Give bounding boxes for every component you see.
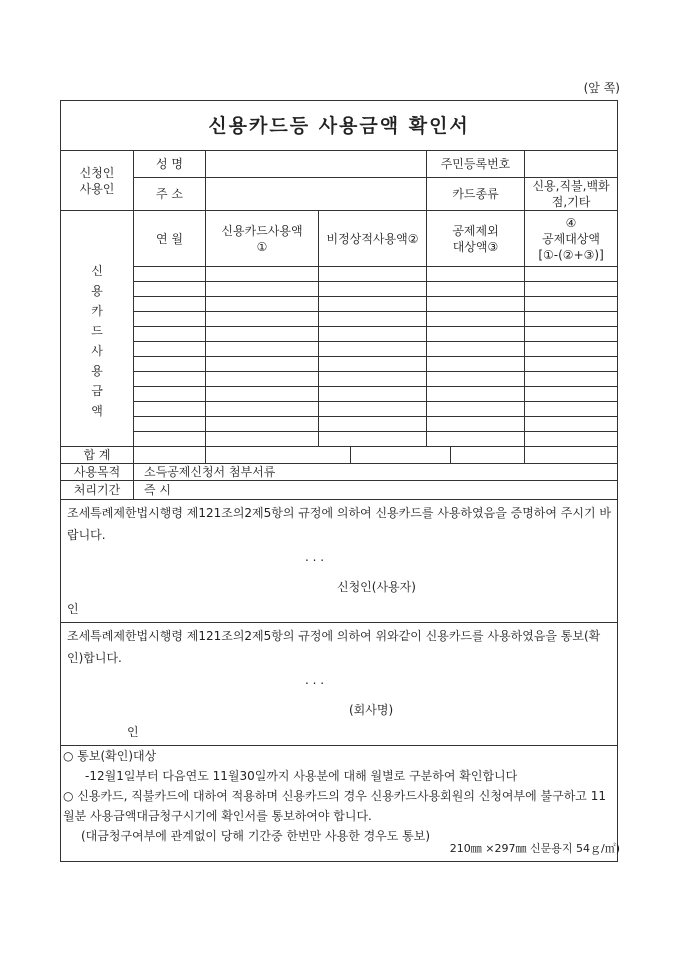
usage-row xyxy=(61,357,618,372)
excluded-cell[interactable] xyxy=(427,417,525,432)
confirm-signer: (회사명) xyxy=(349,703,394,717)
deductible-cell[interactable] xyxy=(525,342,618,357)
abnormal-usage-cell[interactable] xyxy=(319,312,427,327)
excluded-cell[interactable] xyxy=(427,372,525,387)
confirm-section xyxy=(61,623,618,746)
abnormal-usage-cell[interactable] xyxy=(319,372,427,387)
usage-row xyxy=(61,282,618,297)
deductible-cell[interactable] xyxy=(525,402,618,417)
vertical-label-char: 신 xyxy=(91,264,103,278)
deductible-cell[interactable] xyxy=(525,357,618,372)
note: ○ 신용카드, 직불카드에 대하여 적용하며 신용카드의 경우 신용카드사용회원의 신청여부에 불구하고 11월분 사용금액대금청구시기에 확인서를 통보하여야 합니다. xyxy=(63,789,606,823)
vertical-label-char: 금 xyxy=(91,384,103,398)
deductible-cell[interactable] xyxy=(525,282,618,297)
usage-row xyxy=(61,267,618,282)
total-cell[interactable] xyxy=(351,447,451,464)
abnormal-usage-cell[interactable] xyxy=(319,297,427,312)
excluded-cell[interactable] xyxy=(427,402,525,417)
card-usage-cell[interactable] xyxy=(206,282,319,297)
total-cell[interactable] xyxy=(451,447,525,464)
card-usage-cell[interactable] xyxy=(206,372,319,387)
card-usage-cell[interactable] xyxy=(206,402,319,417)
vertical-label-char: 용 xyxy=(91,284,103,298)
abnormal-usage-cell[interactable] xyxy=(319,342,427,357)
excluded-cell[interactable] xyxy=(427,387,525,402)
card-usage-cell[interactable] xyxy=(206,357,319,372)
total-cell[interactable] xyxy=(206,447,351,464)
confirm-date: . . . xyxy=(305,673,325,687)
vertical-label-char: 용 xyxy=(91,364,103,378)
id-number-label: 주민등록번호 xyxy=(427,151,525,178)
card-type-value: 신용,직불,백화점,기타 xyxy=(525,178,618,211)
excluded-cell[interactable] xyxy=(427,342,525,357)
col-month: 연 월 xyxy=(134,211,206,267)
excluded-cell[interactable] xyxy=(427,327,525,342)
name-field[interactable] xyxy=(206,151,427,178)
excluded-cell[interactable] xyxy=(427,282,525,297)
deductible-cell[interactable] xyxy=(525,387,618,402)
card-usage-cell[interactable] xyxy=(206,297,319,312)
request-section xyxy=(61,500,618,623)
excluded-cell[interactable] xyxy=(427,267,525,282)
usage-vertical-label xyxy=(61,211,134,447)
vertical-label-char: 카 xyxy=(91,304,103,318)
month-cell[interactable] xyxy=(134,297,206,312)
deductible-cell[interactable] xyxy=(525,297,618,312)
deductible-cell[interactable] xyxy=(525,432,618,447)
usage-row xyxy=(61,432,618,447)
deductible-cell[interactable] xyxy=(525,327,618,342)
abnormal-usage-cell[interactable] xyxy=(319,387,427,402)
deductible-cell[interactable] xyxy=(525,417,618,432)
card-usage-cell[interactable] xyxy=(206,327,319,342)
card-usage-cell[interactable] xyxy=(206,267,319,282)
col-deductible: ④ 공제대상액 [①-(②+③)] xyxy=(525,211,618,267)
address-label: 주 소 xyxy=(134,178,206,211)
usage-row xyxy=(61,402,618,417)
excluded-cell[interactable] xyxy=(427,432,525,447)
request-seal: 인 xyxy=(67,602,79,616)
vertical-label-char: 사 xyxy=(91,344,103,358)
applicant-label: 신청인 사용인 xyxy=(61,151,134,211)
purpose-label: 사용목적 xyxy=(61,464,134,481)
abnormal-usage-cell[interactable] xyxy=(319,282,427,297)
paper-spec: 210㎜ ×297㎜ 신문용지 54ｇ/㎡) xyxy=(449,842,620,855)
month-cell[interactable] xyxy=(134,432,206,447)
deductible-cell[interactable] xyxy=(525,267,618,282)
page-side-label: (앞 쪽) xyxy=(583,81,620,95)
col-abnormal-usage: 비정상적사용액② xyxy=(319,211,427,267)
month-cell[interactable] xyxy=(134,357,206,372)
vertical-label-char: 드 xyxy=(91,324,103,338)
usage-row xyxy=(61,342,618,357)
col-card-usage: 신용카드사용액 ① xyxy=(206,211,319,267)
abnormal-usage-cell[interactable] xyxy=(319,432,427,447)
abnormal-usage-cell[interactable] xyxy=(319,402,427,417)
usage-row xyxy=(61,327,618,342)
period-value: 즉 시 xyxy=(134,481,618,500)
card-usage-cell[interactable] xyxy=(206,342,319,357)
id-number-field[interactable] xyxy=(525,151,618,178)
deductible-cell[interactable] xyxy=(525,312,618,327)
month-cell[interactable] xyxy=(134,282,206,297)
purpose-value: 소득공제신청서 첨부서류 xyxy=(134,464,618,481)
form-title: 신용카드등 사용금액 확인서 xyxy=(61,101,618,151)
month-cell[interactable] xyxy=(134,312,206,327)
abnormal-usage-cell[interactable] xyxy=(319,417,427,432)
period-label: 처리기간 xyxy=(61,481,134,500)
excluded-cell[interactable] xyxy=(427,297,525,312)
confirmation-form xyxy=(60,100,618,862)
month-cell[interactable] xyxy=(134,417,206,432)
abnormal-usage-cell[interactable] xyxy=(319,327,427,342)
excluded-cell[interactable] xyxy=(427,357,525,372)
usage-row xyxy=(61,297,618,312)
note: ○ 통보(확인)대상 xyxy=(63,749,157,763)
vertical-label-char: 액 xyxy=(91,404,103,418)
usage-row xyxy=(61,312,618,327)
note: -12월1일부터 다음연도 11월30일까지 사용분에 대해 월별로 구분하여 확인합니다 xyxy=(85,769,518,783)
usage-row xyxy=(61,372,618,387)
usage-row xyxy=(61,387,618,402)
total-label: 합 계 xyxy=(61,447,134,464)
deductible-cell[interactable] xyxy=(525,372,618,387)
name-label: 성 명 xyxy=(134,151,206,178)
card-usage-cell[interactable] xyxy=(206,312,319,327)
month-cell[interactable] xyxy=(134,402,206,417)
card-usage-cell[interactable] xyxy=(206,387,319,402)
confirm-text: 조세특례제한법시행령 제121조의2제5항의 규정에 의하여 위와같이 신용카드를 사용하였음을 통보(확인)합니다. xyxy=(67,629,601,665)
month-cell[interactable] xyxy=(134,342,206,357)
month-cell[interactable] xyxy=(134,372,206,387)
month-cell[interactable] xyxy=(134,387,206,402)
month-cell[interactable] xyxy=(134,327,206,342)
request-text: 조세특례제한법시행령 제121조의2제5항의 규정에 의하여 신용카드를 사용하였음을 증명하여 주시기 바랍니다. xyxy=(67,506,611,542)
usage-row xyxy=(61,417,618,432)
month-cell[interactable] xyxy=(134,267,206,282)
note: (대금청구여부에 관계없이 당해 기간중 한번만 사용한 경우도 통보) xyxy=(81,829,431,843)
address-field[interactable] xyxy=(206,178,427,211)
col-excluded: 공제제외 대상액③ xyxy=(427,211,525,267)
card-usage-cell[interactable] xyxy=(206,417,319,432)
excluded-cell[interactable] xyxy=(427,312,525,327)
total-cell[interactable] xyxy=(134,447,206,464)
card-usage-cell[interactable] xyxy=(206,432,319,447)
card-type-label: 카드종류 xyxy=(427,178,525,211)
request-signer: 신청인(사용자) xyxy=(337,580,416,594)
abnormal-usage-cell[interactable] xyxy=(319,357,427,372)
confirm-seal: 인 xyxy=(127,725,139,739)
abnormal-usage-cell[interactable] xyxy=(319,267,427,282)
request-date: . . . xyxy=(305,550,325,564)
